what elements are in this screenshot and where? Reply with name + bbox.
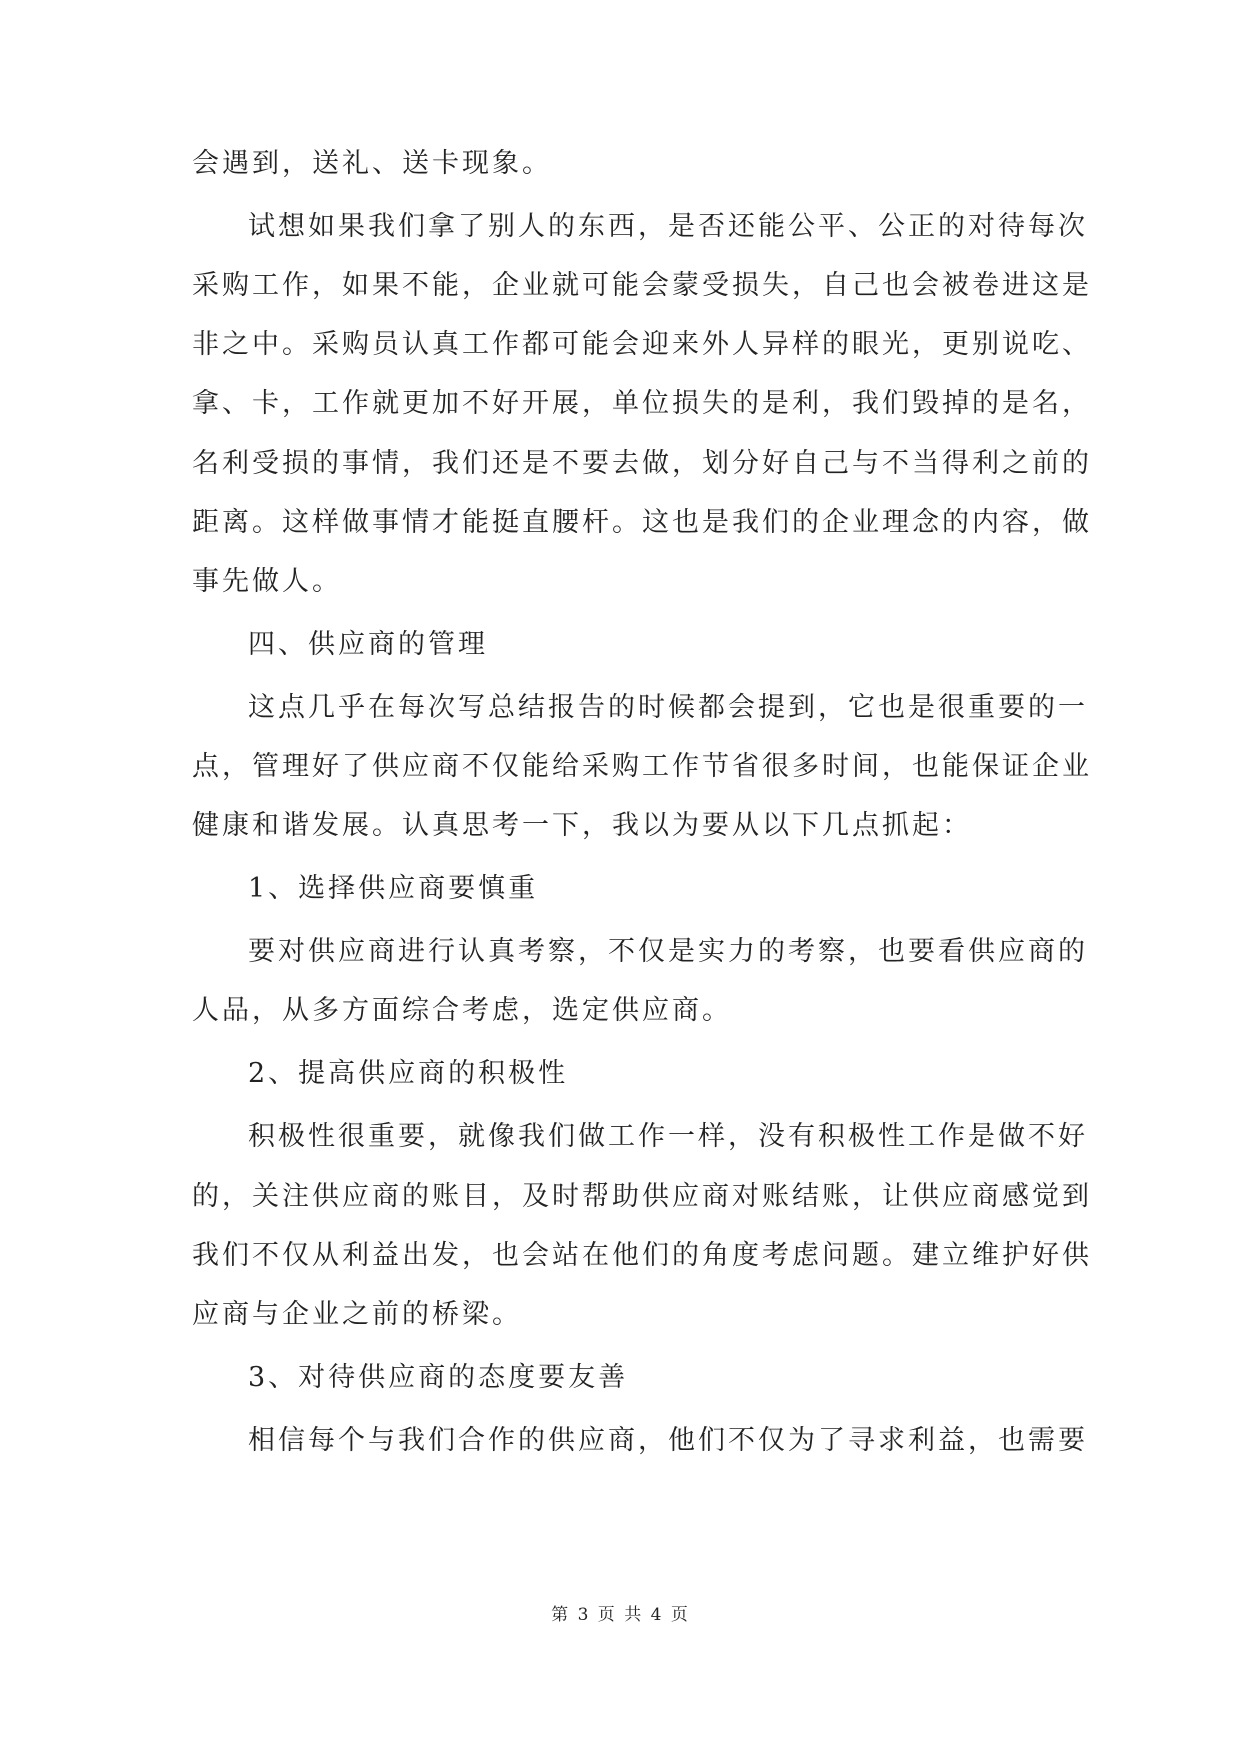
- body-line: 距离。这样做事情才能挺直腰杆。这也是我们的企业理念的内容，做: [192, 507, 1092, 538]
- body-line: 采购工作，如果不能，企业就可能会蒙受损失，自己也会被卷进这是: [192, 270, 1092, 301]
- page-footer: 第 3 页 共 4 页: [551, 1605, 690, 1625]
- body-line: 应商与企业之前的桥梁。: [192, 1299, 522, 1330]
- body-line: 名利受损的事情，我们还是不要去做，划分好自己与不当得利之前的: [192, 448, 1092, 479]
- body-line: 点，管理好了供应商不仅能给采购工作节省很多时间，也能保证企业: [192, 751, 1092, 782]
- body-line: 非之中。采购员认真工作都可能会迎来外人异样的眼光，更别说吃、: [192, 329, 1092, 360]
- body-line: 的，关注供应商的账目，及时帮助供应商对账结账，让供应商感觉到: [192, 1181, 1092, 1212]
- body-line: 积极性很重要，就像我们做工作一样，没有积极性工作是做不好: [248, 1121, 1088, 1152]
- body-line: 试想如果我们拿了别人的东西，是否还能公平、公正的对待每次: [248, 211, 1088, 242]
- subsection-heading: 2、提高供应商的积极性: [248, 1058, 569, 1089]
- subsection-heading: 1、选择供应商要慎重: [248, 873, 539, 904]
- body-line: 要对供应商进行认真考察，不仅是实力的考察，也要看供应商的: [248, 936, 1088, 967]
- body-line: 会遇到，送礼、送卡现象。: [192, 148, 552, 179]
- body-line: 人品，从多方面综合考虑，选定供应商。: [192, 995, 732, 1026]
- section-heading: 四、供应商的管理: [248, 629, 488, 660]
- body-line: 相信每个与我们合作的供应商，他们不仅为了寻求利益，也需要: [248, 1425, 1088, 1456]
- body-line: 这点几乎在每次写总结报告的时候都会提到，它也是很重要的一: [248, 692, 1088, 723]
- body-line: 健康和谐发展。认真思考一下，我以为要从以下几点抓起：: [192, 810, 972, 841]
- body-line: 拿、卡，工作就更加不好开展，单位损失的是利，我们毁掉的是名，: [192, 388, 1092, 419]
- body-line: 事先做人。: [192, 566, 342, 597]
- body-line: 我们不仅从利益出发，也会站在他们的角度考虑问题。建立维护好供: [192, 1240, 1092, 1271]
- subsection-heading: 3、对待供应商的态度要友善: [248, 1362, 629, 1393]
